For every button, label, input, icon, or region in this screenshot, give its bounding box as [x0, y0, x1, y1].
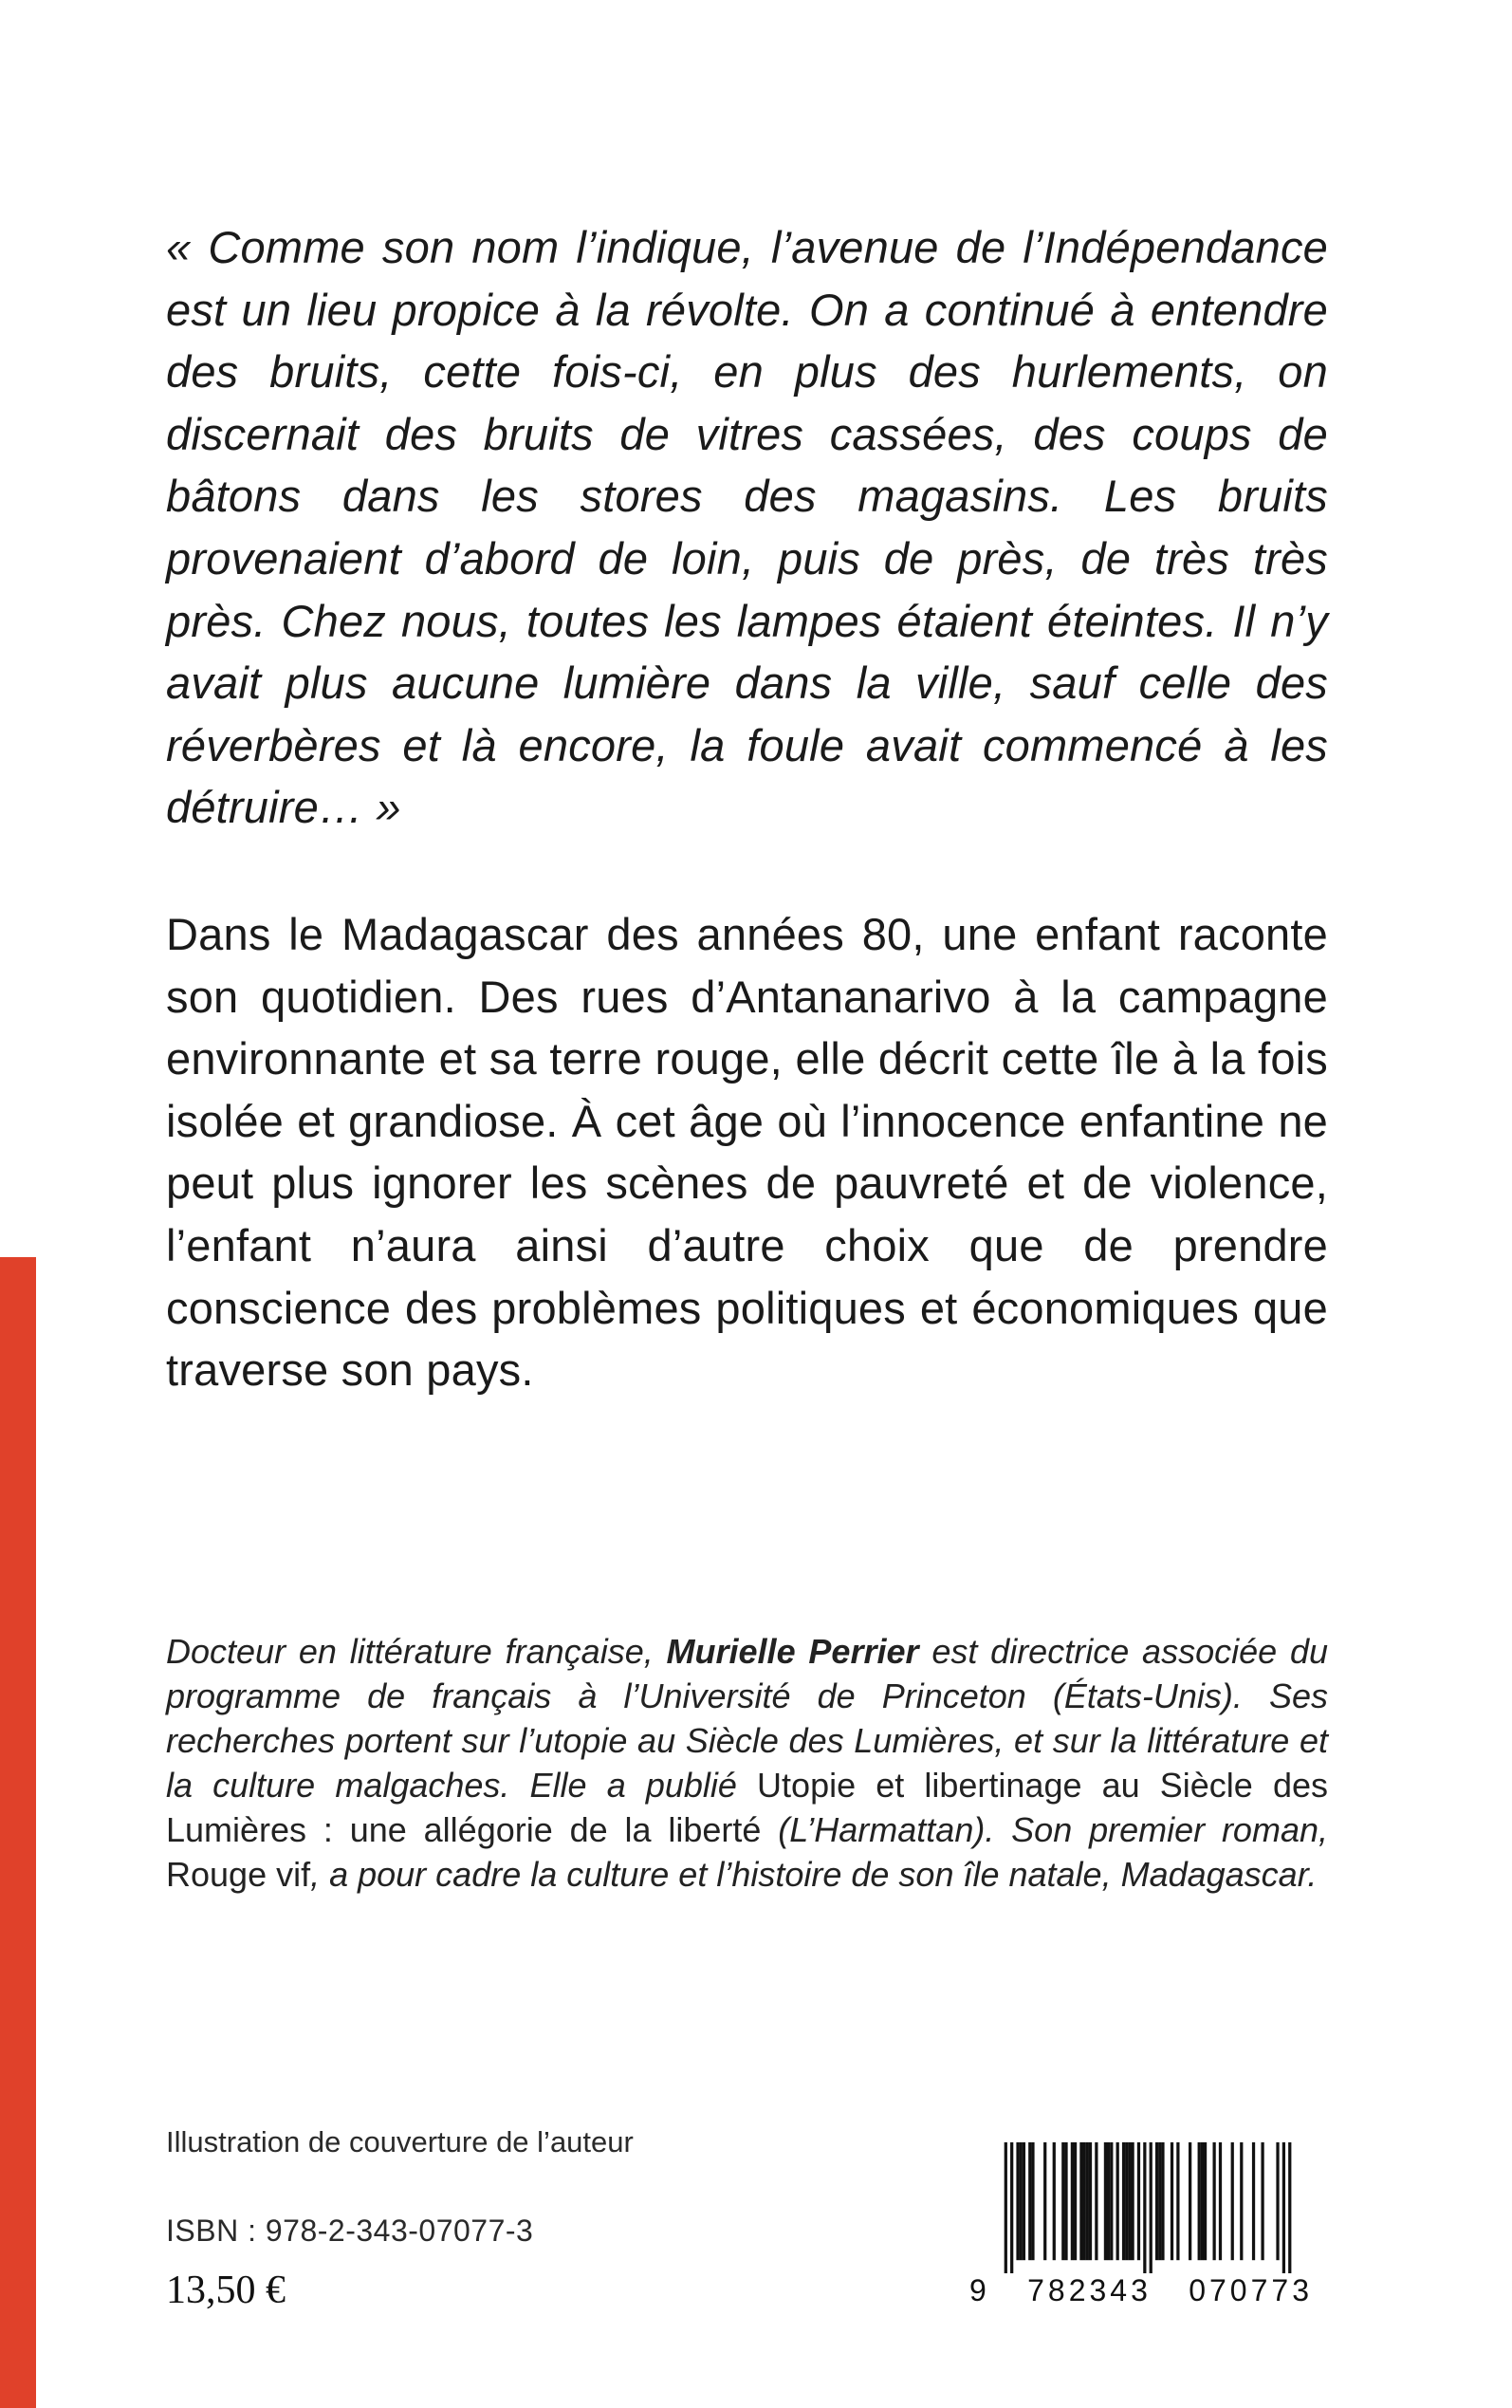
barcode-bar	[1158, 2142, 1161, 2260]
barcode-bar	[1131, 2142, 1134, 2260]
novel-title: Rouge vif	[166, 1855, 311, 1894]
barcode-bar	[1043, 2142, 1046, 2260]
barcode-bar	[1201, 2142, 1204, 2260]
barcode-bar	[1240, 2142, 1243, 2260]
barcode-bar	[1053, 2142, 1056, 2260]
barcode-bar	[1125, 2142, 1128, 2260]
barcode-bar	[1150, 2142, 1152, 2273]
isbn: ISBN : 978-2-343-07077-3	[166, 2214, 534, 2248]
barcode-bar	[1189, 2142, 1191, 2260]
barcode-bar	[1116, 2142, 1119, 2260]
barcode-bar	[1276, 2142, 1279, 2260]
bio-text: (L’Harmattan). Son premier roman,	[761, 1810, 1328, 1849]
barcode-bar	[1104, 2142, 1107, 2260]
author-bio	[166, 1629, 1328, 1897]
barcode-group-1: 782343	[1027, 2273, 1152, 2307]
barcode-bar	[1176, 2142, 1179, 2260]
accent-bar	[0, 1257, 36, 2408]
barcode-bar	[1107, 2142, 1110, 2260]
barcode-bar	[1010, 2142, 1013, 2273]
barcode-bar	[1219, 2142, 1222, 2260]
barcode-bar	[1005, 2142, 1007, 2273]
barcode-bar	[1261, 2142, 1263, 2260]
barcode-bar	[1016, 2142, 1019, 2260]
barcode-bar	[1122, 2142, 1125, 2260]
author-name: Murielle Perrier	[666, 1632, 919, 1671]
cover-credit: Illustration de couverture de l’auteur	[166, 2125, 634, 2158]
barcode-bar	[1212, 2142, 1215, 2260]
barcode-bar	[1288, 2142, 1291, 2273]
barcode-bar	[1252, 2142, 1255, 2260]
barcode-bar	[1143, 2142, 1146, 2273]
barcode-bar	[1064, 2142, 1067, 2260]
barcode-bar	[1023, 2142, 1025, 2260]
barcode-digits	[969, 2273, 1318, 2308]
excerpt-quote: « Comme son nom l’indique, l’avenue de l’Indépendance est un lieu propice à la révolte. On a continué à entendre des bruits, cette fois-ci, en plus des hurlements, on discernait des bruits de vitres cassées, des coups de bâtons dans les stores des magasins. Les bruits provenaient d’abord de loin, puis de près, de très très près. Chez nous, toutes les lampes étaient éteintes. Il n’y avait plus aucune lumière dans la ville, sauf celle des réverbères et là encore, la foule avait commencé à les détruire… »	[166, 222, 1328, 833]
barcode-bar	[1028, 2142, 1031, 2260]
barcode-bar	[1128, 2142, 1131, 2260]
barcode-bar	[1171, 2142, 1173, 2260]
barcode-bar	[1020, 2142, 1023, 2260]
barcode-bar	[1198, 2142, 1201, 2260]
barcode-bar	[1074, 2142, 1077, 2260]
barcode-bar	[1282, 2142, 1285, 2273]
bio-text: est directrice associée du programme de français à l’Université de Princeton (États-Unis). Ses recherches portent sur l’utopie au Siècle des Lumières, et sur la littérature et la culture malgaches. Elle a publié	[166, 1632, 1328, 1805]
barcode	[969, 2142, 1318, 2313]
barcode-bar	[1061, 2142, 1064, 2260]
barcode-bar	[1089, 2142, 1092, 2260]
barcode-lead-digit: 9	[969, 2273, 990, 2307]
barcode-bar	[1095, 2142, 1097, 2260]
barcode-bar	[1155, 2142, 1158, 2260]
barcode-bar	[1086, 2142, 1089, 2260]
price: 13,50 €	[166, 2269, 286, 2312]
barcode-bar	[1079, 2142, 1082, 2260]
barcode-bar	[1031, 2142, 1034, 2260]
barcode-bars	[977, 2142, 1318, 2273]
barcode-bar	[1137, 2142, 1140, 2260]
barcode-bar	[1110, 2142, 1113, 2260]
bio-text: , a pour cadre la culture et l’histoire de son île natale, Madagascar.	[310, 1855, 1318, 1894]
barcode-bar	[1161, 2142, 1164, 2260]
barcode-bar	[1231, 2142, 1234, 2260]
barcode-bar	[1083, 2142, 1086, 2260]
synopsis-paragraph: Dans le Madagascar des années 80, une enfant raconte son quotidien. Des rues d’Antananarivo à la campagne environnante et sa terre rouge, elle décrit cette île à la fois isolée et grandiose. À cet âge où l’innocence enfantine ne peut plus ignorer les scènes de pauvreté et de violence, l’enfant n’aura ainsi d’autre choix que de prendre conscience des problèmes politiques et économiques que traverse son pays.	[166, 909, 1328, 1396]
bio-text: Docteur en littérature française,	[166, 1632, 667, 1671]
barcode-bar	[1071, 2142, 1074, 2260]
barcode-group-2: 070773	[1189, 2273, 1313, 2307]
book-title: Utopie et libertinage au Siècle des Lumières : une allégorie de la liberté	[166, 1766, 1328, 1849]
barcode-bar	[1204, 2142, 1207, 2260]
